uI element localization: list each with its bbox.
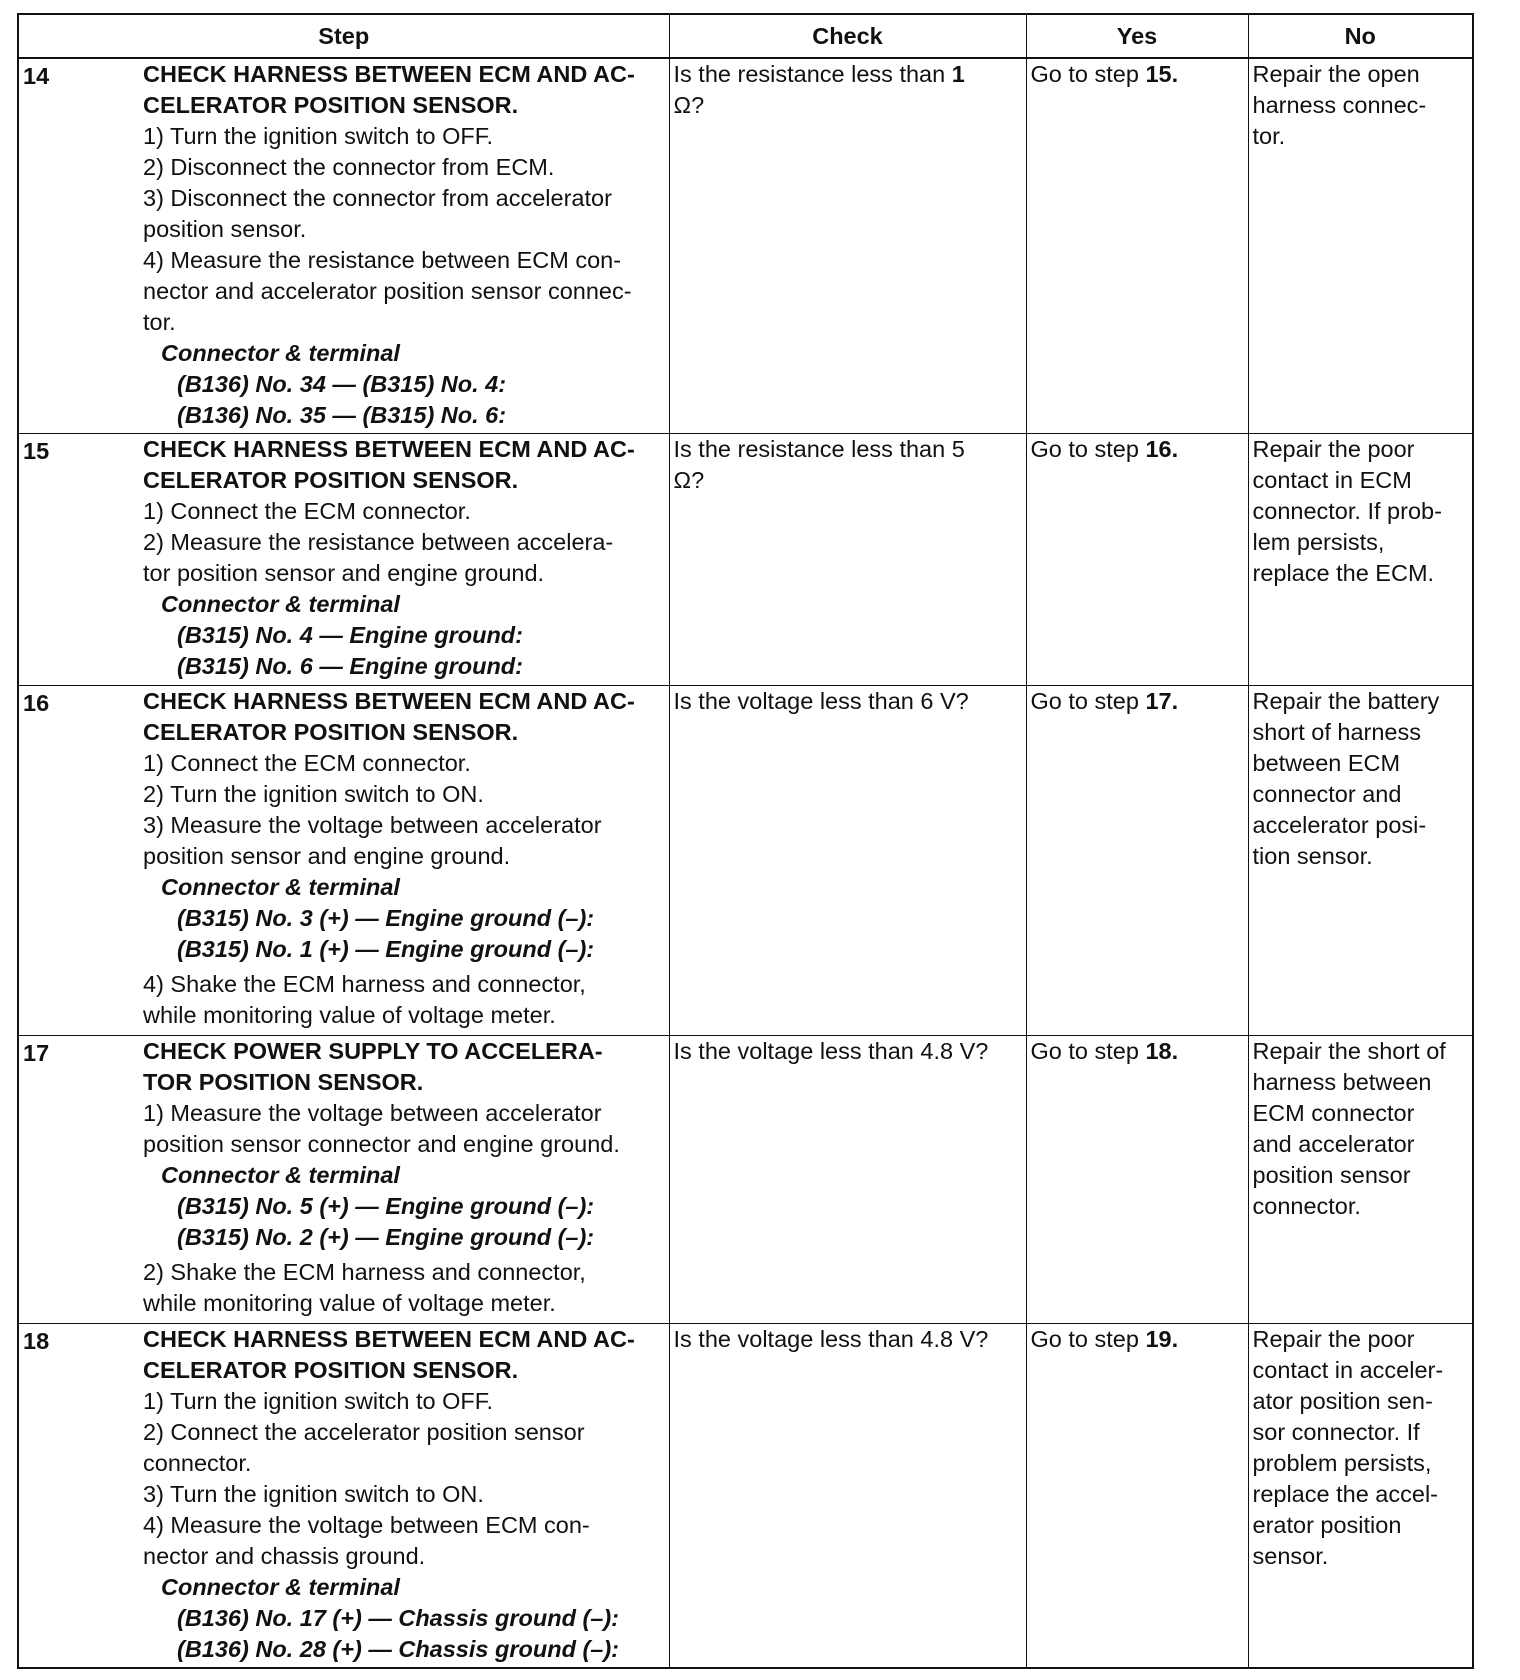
no-cell <box>1248 1324 1473 1669</box>
no-text: Repair the battery <box>1252 688 1440 714</box>
step-cell <box>18 434 669 686</box>
step-title: CHECK HARNESS BETWEEN ECM AND AC- <box>143 1326 635 1352</box>
no-cell <box>1248 434 1473 686</box>
step-body <box>143 434 635 682</box>
terminal: (B315) No. 1 (+) — Engine ground (–): <box>177 936 595 962</box>
step-title: CHECK POWER SUPPLY TO ACCELERA- <box>143 1038 603 1064</box>
yes-text: Go to step <box>1030 688 1146 714</box>
no-cell <box>1248 1036 1473 1324</box>
no-text: harness connec- <box>1252 92 1427 118</box>
check-unit: Ω? <box>673 92 705 118</box>
terminal: (B136) No. 17 (+) — Chassis ground (–): <box>177 1605 620 1631</box>
yes-suffix: . <box>1171 1326 1179 1352</box>
step-number: 15 <box>23 438 50 464</box>
no-text: ECM connector <box>1252 1100 1415 1126</box>
step-title: CELERATOR POSITION SENSOR. <box>143 467 519 493</box>
no-text: contact in ECM <box>1252 467 1412 493</box>
connector-label: Connector & terminal <box>161 1574 400 1600</box>
no-text: harness between <box>1252 1069 1432 1095</box>
step-title: CELERATOR POSITION SENSOR. <box>143 719 519 745</box>
terminal: (B315) No. 4 — Engine ground: <box>177 622 523 648</box>
no-text: replace the accel- <box>1252 1481 1438 1507</box>
yes-suffix: . <box>1171 688 1179 714</box>
terminal: (B315) No. 3 (+) — Engine ground (–): <box>177 905 595 931</box>
step-title: CHECK HARNESS BETWEEN ECM AND AC- <box>143 61 635 87</box>
step-cell <box>18 58 669 434</box>
check-text: Is the resistance less than <box>673 61 952 87</box>
connector-label: Connector & terminal <box>161 1162 400 1188</box>
terminal: (B315) No. 6 — Engine ground: <box>177 653 523 679</box>
yes-step: 19 <box>1145 1326 1172 1352</box>
step-title: CELERATOR POSITION SENSOR. <box>143 1357 519 1383</box>
instruction: while monitoring value of voltage meter. <box>143 1002 556 1028</box>
instruction: 2) Shake the ECM harness and connector, <box>143 1259 586 1285</box>
yes-cell <box>1026 434 1248 686</box>
no-text: ator position sen- <box>1252 1388 1433 1414</box>
instruction: 2) Disconnect the connector from ECM. <box>143 154 555 180</box>
check-cell <box>669 58 1026 434</box>
step-title: TOR POSITION SENSOR. <box>143 1069 424 1095</box>
no-text: problem persists, <box>1252 1450 1432 1476</box>
connector-label: Connector & terminal <box>161 340 400 366</box>
step-title: CHECK HARNESS BETWEEN ECM AND AC- <box>143 688 635 714</box>
yes-cell <box>1026 1324 1248 1669</box>
no-text: tion sensor. <box>1252 843 1373 869</box>
instruction: tor position sensor and engine ground. <box>143 560 545 586</box>
no-cell <box>1248 58 1473 434</box>
step-cell <box>18 686 669 1036</box>
instruction: 1) Turn the ignition switch to OFF. <box>143 123 494 149</box>
no-text: lem persists, <box>1252 529 1385 555</box>
no-text: sensor. <box>1252 1543 1329 1569</box>
instruction: 1) Connect the ECM connector. <box>143 498 471 524</box>
table-row <box>18 1324 1473 1669</box>
instruction: 1) Measure the voltage between accelerator <box>143 1100 602 1126</box>
step-body <box>143 1036 620 1319</box>
instruction: while monitoring value of voltage meter. <box>143 1290 556 1316</box>
yes-cell <box>1026 58 1248 434</box>
header-check: Check <box>669 14 1026 58</box>
no-text: replace the ECM. <box>1252 560 1435 586</box>
instruction: 4) Shake the ECM harness and connector, <box>143 971 586 997</box>
table-row <box>18 434 1473 686</box>
step-body <box>143 59 635 431</box>
no-text: position sensor <box>1252 1162 1411 1188</box>
instruction: 1) Connect the ECM connector. <box>143 750 471 776</box>
no-text: erator position <box>1252 1512 1402 1538</box>
instruction: tor. <box>143 309 176 335</box>
instruction: 2) Measure the resistance between accelera- <box>143 529 614 555</box>
yes-text: Go to step <box>1030 1038 1146 1064</box>
table-row <box>18 58 1473 434</box>
yes-suffix: . <box>1171 61 1179 87</box>
step-number: 16 <box>23 690 50 716</box>
diagnostic-table <box>17 13 1474 1669</box>
step-number: 18 <box>23 1328 50 1354</box>
instruction: 2) Turn the ignition switch to ON. <box>143 781 484 807</box>
instruction: position sensor connector and engine ground. <box>143 1131 620 1157</box>
instruction: position sensor. <box>143 216 307 242</box>
terminal: (B315) No. 5 (+) — Engine ground (–): <box>177 1193 595 1219</box>
yes-cell <box>1026 686 1248 1036</box>
step-number: 17 <box>23 1040 50 1066</box>
instruction: 3) Disconnect the connector from accelerator <box>143 185 612 211</box>
connector-label: Connector & terminal <box>161 874 400 900</box>
yes-suffix: . <box>1171 1038 1179 1064</box>
step-body <box>143 686 635 1031</box>
step-cell <box>18 1324 669 1669</box>
no-text: connector and <box>1252 781 1402 807</box>
no-text: Repair the poor <box>1252 436 1415 462</box>
step-body <box>143 1324 635 1665</box>
no-text: Repair the poor <box>1252 1326 1415 1352</box>
yes-step: 18 <box>1145 1038 1172 1064</box>
check-cell <box>669 1036 1026 1324</box>
check-unit: Ω? <box>673 467 705 493</box>
yes-step: 16 <box>1145 436 1172 462</box>
no-text: Repair the short of <box>1252 1038 1446 1064</box>
terminal: (B136) No. 35 — (B315) No. 6: <box>177 402 507 428</box>
header-step: Step <box>18 14 669 58</box>
no-text: between ECM <box>1252 750 1401 776</box>
step-cell <box>18 1036 669 1324</box>
no-text: tor. <box>1252 123 1286 149</box>
table-row <box>18 1036 1473 1324</box>
yes-text: Go to step <box>1030 436 1146 462</box>
yes-text: Go to step <box>1030 1326 1146 1352</box>
instruction: connector. <box>143 1450 252 1476</box>
header-row <box>18 14 1473 58</box>
yes-step: 15 <box>1145 61 1172 87</box>
table-row <box>18 686 1473 1036</box>
no-text: contact in acceler- <box>1252 1357 1444 1383</box>
no-cell <box>1248 686 1473 1036</box>
instruction: 4) Measure the resistance between ECM con- <box>143 247 622 273</box>
yes-suffix: . <box>1171 436 1179 462</box>
check-value: 1 <box>951 61 965 87</box>
instruction: 2) Connect the accelerator position sensor <box>143 1419 585 1445</box>
no-text: connector. If prob- <box>1252 498 1442 524</box>
check-text: Is the resistance less than 5 <box>673 436 965 462</box>
check-text: Is the voltage less than 4.8 V? <box>673 1326 989 1352</box>
yes-step: 17 <box>1145 688 1172 714</box>
yes-text: Go to step <box>1030 61 1146 87</box>
check-cell <box>669 1324 1026 1669</box>
no-text: connector. <box>1252 1193 1361 1219</box>
header-yes: Yes <box>1026 14 1248 58</box>
no-text: accelerator posi- <box>1252 812 1427 838</box>
instruction: nector and chassis ground. <box>143 1543 426 1569</box>
check-cell <box>669 434 1026 686</box>
page <box>17 13 1474 1669</box>
header-no: No <box>1248 14 1473 58</box>
check-text: Is the voltage less than 4.8 V? <box>673 1038 989 1064</box>
check-text: Is the voltage less than 6 V? <box>673 688 969 714</box>
instruction: position sensor and engine ground. <box>143 843 511 869</box>
no-text: sor connector. If <box>1252 1419 1420 1445</box>
instruction: 4) Measure the voltage between ECM con- <box>143 1512 590 1538</box>
no-text: and accelerator <box>1252 1131 1415 1157</box>
terminal: (B136) No. 28 (+) — Chassis ground (–): <box>177 1636 620 1662</box>
check-cell <box>669 686 1026 1036</box>
terminal: (B136) No. 34 — (B315) No. 4: <box>177 371 507 397</box>
instruction: 3) Measure the voltage between accelerator <box>143 812 602 838</box>
no-text: short of harness <box>1252 719 1422 745</box>
step-title: CELERATOR POSITION SENSOR. <box>143 92 519 118</box>
connector-label: Connector & terminal <box>161 591 400 617</box>
step-number: 14 <box>23 63 50 89</box>
instruction: 3) Turn the ignition switch to ON. <box>143 1481 484 1507</box>
instruction: nector and accelerator position sensor connec- <box>143 278 632 304</box>
yes-cell <box>1026 1036 1248 1324</box>
no-text: Repair the open <box>1252 61 1420 87</box>
step-title: CHECK HARNESS BETWEEN ECM AND AC- <box>143 436 635 462</box>
terminal: (B315) No. 2 (+) — Engine ground (–): <box>177 1224 595 1250</box>
instruction: 1) Turn the ignition switch to OFF. <box>143 1388 494 1414</box>
